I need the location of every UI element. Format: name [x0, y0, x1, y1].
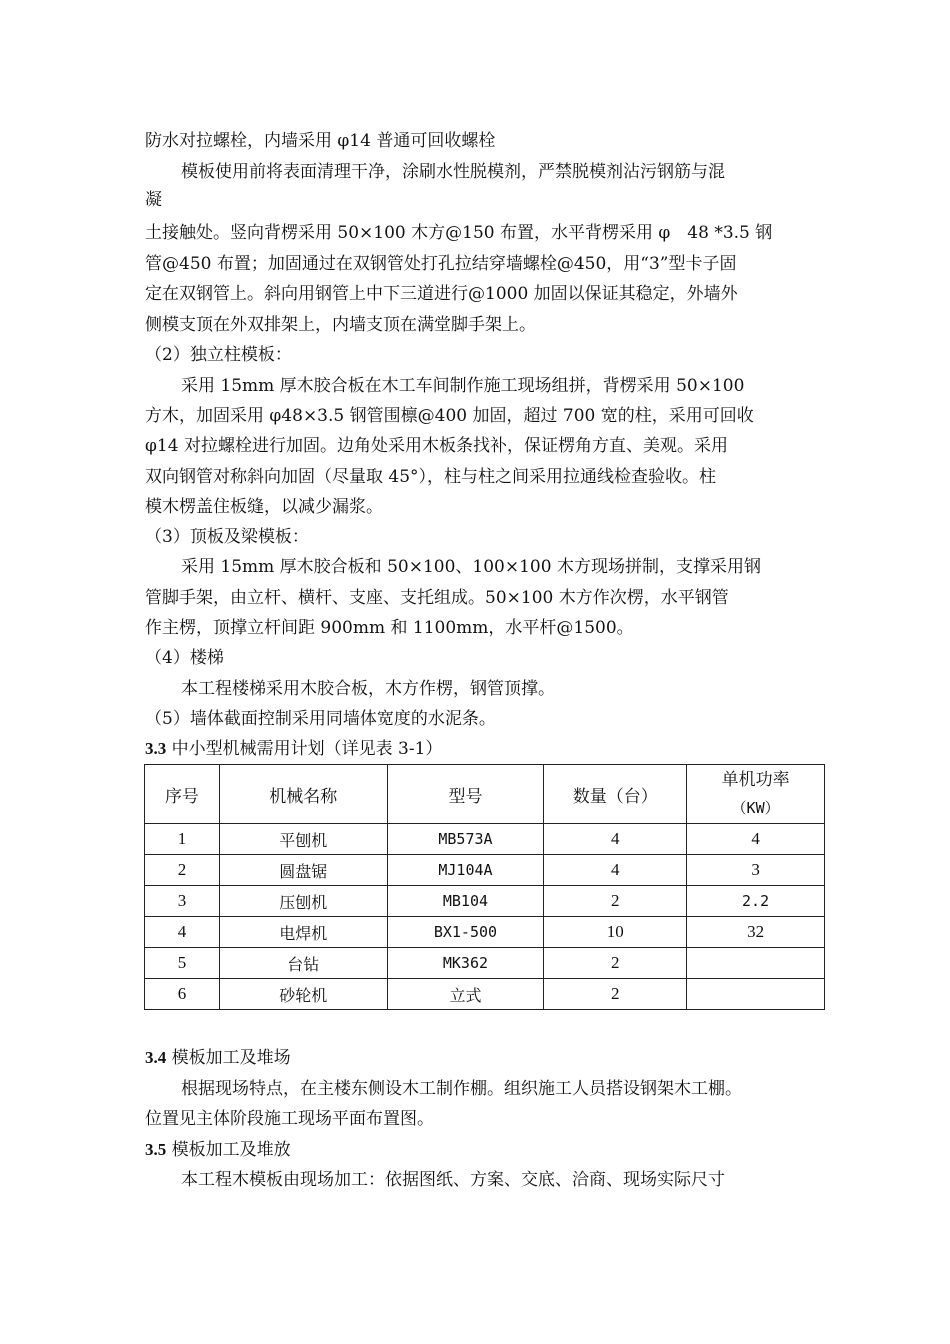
table-cell: 电焊机 — [219, 917, 387, 948]
table-cell: 5 — [145, 948, 220, 979]
table-header-cell: 序号 — [145, 765, 220, 824]
machinery-table — [144, 764, 825, 1010]
paragraph-line: 定在双钢管上。斜向用钢管上中下三道进行@1000 加固以保证其稳定，外墙外 — [145, 284, 738, 304]
paragraph-line: 位置见主体阶段施工现场平面布置图。 — [145, 1109, 434, 1129]
subsection-heading: （2）独立柱模板： — [145, 345, 292, 365]
subsection-heading: （4）楼梯 — [145, 648, 224, 668]
paragraph-line: 本工程楼梯采用木胶合板，木方作楞，钢管顶撑。 — [181, 679, 555, 699]
table-row — [145, 886, 825, 917]
table-cell: 台钻 — [219, 948, 387, 979]
table-cell: MB104 — [387, 886, 544, 917]
subsection-heading: （5）墙体截面控制采用同墙体宽度的水泥条。 — [145, 709, 496, 729]
table-cell: 圆盘锯 — [219, 855, 387, 886]
paragraph-line: 方木，加固采用 φ48×3.5 钢管围檩@400 加固，超过 700 宽的柱，采用可回收 — [145, 406, 754, 426]
paragraph-line: 管脚手架，由立杆、横杆、支座、支托组成。50×100 木方作次楞，水平钢管 — [145, 588, 729, 608]
paragraph-line: 管@450 布置；加固通过在双钢管处打孔拉结穿墙螺栓@450，用“3”型卡子固 — [145, 254, 737, 274]
paragraph-line: 本工程木模板由现场加工：依据图纸、方案、交底、洽商、现场实际尺寸 — [181, 1170, 725, 1190]
table-header-cell — [687, 765, 825, 824]
header-text-line: 单机功率 — [721, 770, 790, 790]
section-heading-3-4 — [145, 1048, 291, 1068]
table-cell: 4 — [544, 855, 687, 886]
table-cell: 2.2 — [687, 886, 825, 917]
table-cell: 立式 — [387, 979, 544, 1010]
table-cell: 3 — [145, 886, 220, 917]
paragraph-line: 采用 15mm 厚木胶合板和 50×100、100×100 木方现场拼制，支撑采用钢 — [181, 557, 761, 577]
section-title: 模板加工及堆放 — [166, 1140, 291, 1160]
table-cell: 压刨机 — [219, 886, 387, 917]
table-cell — [687, 979, 825, 1010]
table-cell: 平刨机 — [219, 824, 387, 855]
paragraph-line: 作主楞，顶撑立杆间距 900mm 和 1100mm，水平杆@1500。 — [145, 618, 634, 638]
table-cell: 2 — [544, 979, 687, 1010]
section-number: 3.5 — [145, 1140, 167, 1159]
paragraph-line: 防水对拉螺栓，内墙采用 φ14 普通可回收螺栓 — [145, 131, 496, 151]
paragraph-line: 根据现场特点，在主楼东侧设木工制作棚。组织施工人员搭设钢架木工棚。 — [181, 1079, 742, 1099]
section-number: 3.3 — [145, 739, 167, 758]
table-row — [145, 979, 825, 1010]
paragraph-line: 采用 15mm 厚木胶合板在木工车间制作施工现场组拼，背楞采用 50×100 — [181, 376, 745, 396]
table-cell: 2 — [544, 886, 687, 917]
table-cell: 4 — [145, 917, 220, 948]
table-row — [145, 824, 825, 855]
header-text-line: （KW） — [731, 799, 780, 817]
table-cell: 6 — [145, 979, 220, 1010]
table-cell: 砂轮机 — [219, 979, 387, 1010]
section-heading-3-5 — [145, 1140, 291, 1160]
table-row — [145, 917, 825, 948]
paragraph-line: 模板使用前将表面清理干净，涂刷水性脱模剂，严禁脱模剂沾污钢筋与混 — [181, 162, 725, 182]
table-cell: MK362 — [387, 948, 544, 979]
table-header-cell: 数量（台） — [544, 765, 687, 824]
table-row — [145, 948, 825, 979]
paragraph-line: 凝 — [145, 190, 162, 210]
table-cell: BX1-500 — [387, 917, 544, 948]
table-header-row — [145, 765, 825, 824]
table-cell — [687, 948, 825, 979]
table-cell: 2 — [145, 855, 220, 886]
paragraph-line: φ14 对拉螺栓进行加固。边角处采用木板条找补，保证楞角方直、美观。采用 — [145, 436, 728, 456]
subsection-heading: （3）顶板及梁模板： — [145, 527, 309, 547]
table-cell: 4 — [544, 824, 687, 855]
table-cell: 2 — [544, 948, 687, 979]
section-title: 模板加工及堆场 — [166, 1048, 291, 1068]
table-header-cell: 型号 — [387, 765, 544, 824]
table-cell: MB573A — [387, 824, 544, 855]
section-number: 3.4 — [145, 1048, 167, 1067]
table-cell: 32 — [687, 917, 825, 948]
section-heading-3-3 — [145, 739, 442, 759]
table-cell: 10 — [544, 917, 687, 948]
table-row — [145, 855, 825, 886]
table-cell: 1 — [145, 824, 220, 855]
paragraph-line: 双向钢管对称斜向加固（尽量取 45°），柱与柱之间采用拉通线检查验收。柱 — [145, 467, 717, 487]
table-cell: 4 — [687, 824, 825, 855]
table-header-cell: 机械名称 — [219, 765, 387, 824]
paragraph-line: 侧模支顶在外双排架上，内墙支顶在满堂脚手架上。 — [145, 315, 536, 335]
paragraph-line: 土接触处。竖向背楞采用 50×100 木方@150 布置，水平背楞采用 φ 48 *3.5 钢 — [145, 223, 773, 243]
table-cell: MJ104A — [387, 855, 544, 886]
paragraph-line: 模木楞盖住板缝，以减少漏浆。 — [145, 497, 383, 517]
section-title: 中小型机械需用计划（详见表 3-1） — [166, 739, 443, 759]
table-cell: 3 — [687, 855, 825, 886]
